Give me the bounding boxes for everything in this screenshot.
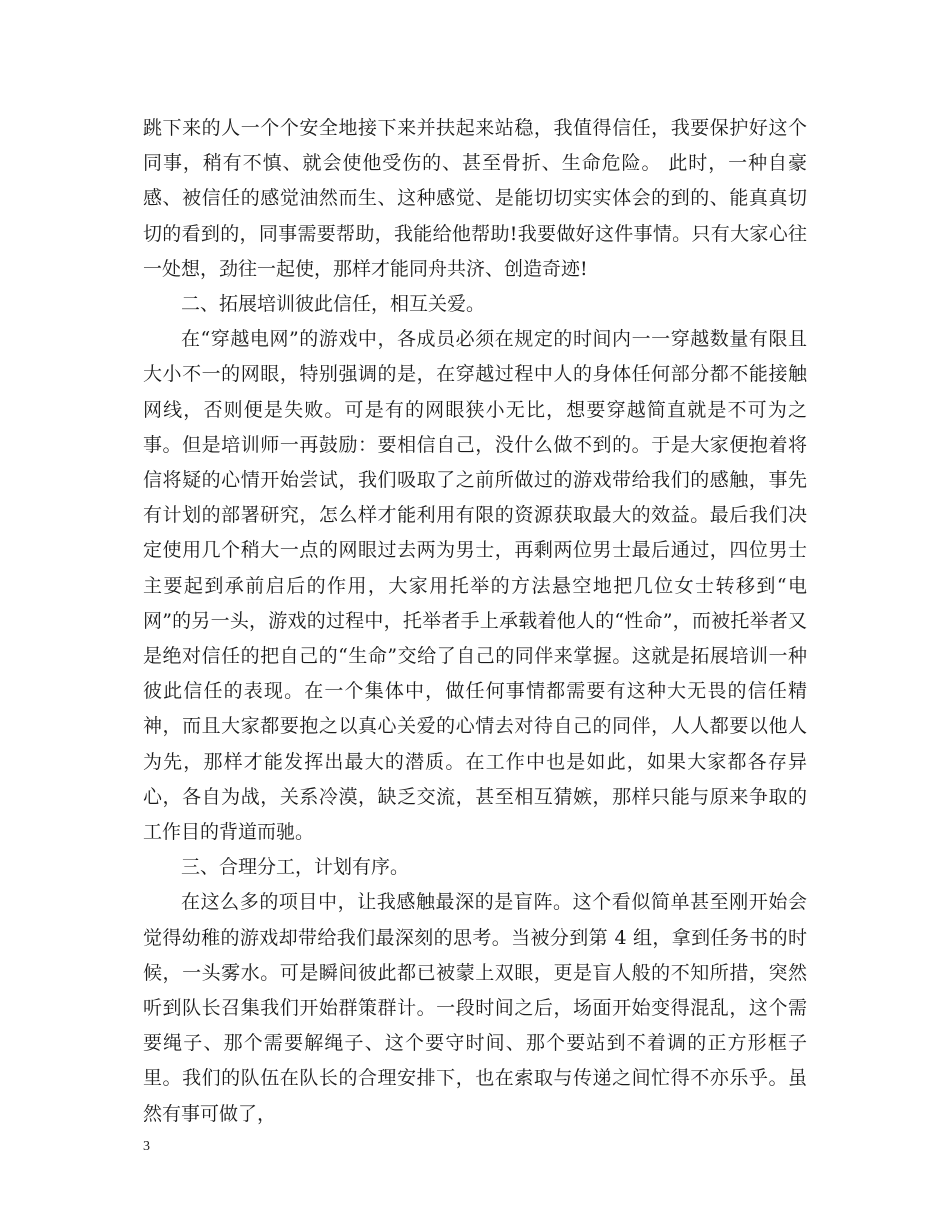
section-heading-trust: 二、拓展培训彼此信任，相互关爱。	[181, 293, 486, 316]
section-heading-division: 三、合理分工，计划有序。	[181, 856, 410, 879]
paragraph-blind-array: 在这么多的项目中，让我感触最深的是盲阵。这个看似简单甚至刚开始会觉得幼稚的游戏却带给我们最深刻的思考。当被分到第 4 组，拿到任务书的时候，一头雾水。可是瞬间彼此都已被蒙上双眼，更是盲人般的不知所措，突然听到队长召集我们开始群策群计。一段时间之后，场面开始变得混乱，这个需要绳子、那个需要解绳子、这个要守时间、那个要站到不着调的正方形框子里。我们的队伍在队长的合理安排下，也在索取与传递之间忙得不亦乐乎。虽然有事可做了，	[143, 891, 807, 1125]
document-body	[143, 111, 807, 1132]
paragraph-continuation: 跳下来的人一个个安全地接下来并扶起来站稳，我值得信任，我要保护好这个同事，稍有不慎、就会使他受伤的、甚至骨折、生命危险。 此时，一种自豪感、被信任的感觉油然而生、这种感觉、是能切切实实体会的到的、能真真切切的看到的，同事需要帮助，我能给他帮助!我要做好这件事情。只有大家心往一处想，劲往一起使，那样才能同舟共济、创造奇迹!	[143, 117, 807, 280]
paragraph-electric-grid: 在“穿越电网”的游戏中，各成员必须在规定的时间内一一穿越数量有限且大小不一的网眼，特别强调的是，在穿越过程中人的身体任何部分都不能接触网线，否则便是失败。可是有的网眼狭小无比，想要穿越简直就是不可为之事。但是培训师一再鼓励：要相信自己，没什么做不到的。于是大家便抱着将信将疑的心情开始尝试，我们吸取了之前所做过的游戏带给我们的感触，事先有计划的部署研究，怎么样才能利用有限的资源获取最大的效益。最后我们决定使用几个稍大一点的网眼过去两为男士，再剩两位男士最后通过，四位男士主要起到承前启后的作用，大家用托举的方法悬空地把几位女士转移到“电网”的另一头，游戏的过程中，托举者手上承载着他人的“性命”，而被托举者又是绝对信任的把自己的“生命”交给了自己的同伴来掌握。这就是拓展培训一种彼此信任的表现。在一个集体中，做任何事情都需要有这种大无畏的信任精神，而且大家都要抱之以真心关爱的心情去对待自己的同伴，人人都要以他人为先，那样才能发挥出最大的潜质。在工作中也是如此，如果大家都各存异心，各自为战，关系冷漠，缺乏交流，甚至相互猜嫉，那样只能与原来争取的工作目的背道而驰。	[143, 328, 807, 844]
page-number: 3	[143, 1139, 150, 1154]
